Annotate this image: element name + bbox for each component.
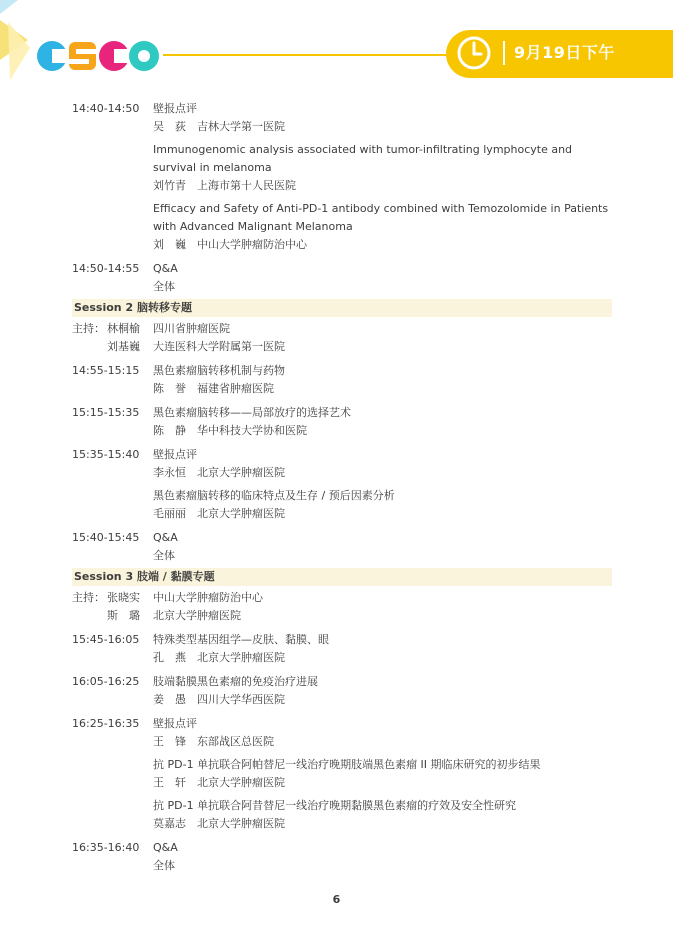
time-slot: 14:55-15:15 xyxy=(72,364,140,377)
schedule-row xyxy=(72,673,612,709)
session-header: Session 2 脑转移专题 xyxy=(72,299,612,317)
talk-title: 抗 PD-1 单抗联合阿帕替尼一线治疗晚期肢端黑色素瘤 II 期临床研究的初步结果 xyxy=(153,758,541,771)
clock-icon xyxy=(454,33,494,73)
talk-title: 黑色素瘤脑转移机制与药物 xyxy=(153,364,285,377)
chair-affiliation: 北京大学肿瘤医院 xyxy=(153,609,241,622)
speaker: 李永恒 北京大学肿瘤医院 xyxy=(153,466,285,479)
talk-title: 黑色素瘤脑转移——局部放疗的选择艺术 xyxy=(153,406,351,419)
time-slot: 15:45-16:05 xyxy=(72,633,140,646)
chair-name: 林桐榆 xyxy=(107,322,140,335)
time-slot: 14:40-14:50 xyxy=(72,102,140,115)
talk-title: 抗 PD-1 单抗联合阿昔替尼一线治疗晚期黏膜黑色素瘤的疗效及安全性研究 xyxy=(153,799,517,812)
time-slot: 15:40-15:45 xyxy=(72,531,140,544)
chair-label: 主持： xyxy=(72,322,105,335)
badge-divider xyxy=(503,41,505,65)
speaker: 全体 xyxy=(153,280,175,293)
chair-affiliation: 大连医科大学附属第一医院 xyxy=(153,340,285,353)
chair-row xyxy=(72,607,612,625)
talk-title: Immunogenomic analysis associated with tumor-infiltrating lymphocyte and survival in melanoma xyxy=(153,143,573,174)
chair-label: 主持： xyxy=(72,591,105,604)
time-slot: 15:35-15:40 xyxy=(72,448,140,461)
time-slot: 16:25-16:35 xyxy=(72,717,140,730)
speaker: 王 轩 北京大学肿瘤医院 xyxy=(153,776,285,789)
speaker: 陈 静 华中科技大学协和医院 xyxy=(153,424,307,437)
schedule-row xyxy=(72,404,612,440)
schedule-row xyxy=(72,362,612,398)
speaker: 姜 愚 四川大学华西医院 xyxy=(153,693,285,706)
talk-title: 壁报点评 xyxy=(153,102,197,115)
date-label: 9月19日下午 xyxy=(514,43,615,62)
talk-title: Q&A xyxy=(153,841,178,854)
chair-row xyxy=(72,320,612,338)
header-rule xyxy=(163,54,453,56)
speaker: 陈 誉 福建省肿瘤医院 xyxy=(153,382,274,395)
speaker: 王 锋 东部战区总医院 xyxy=(153,735,274,748)
chair-name: 刘基巍 xyxy=(107,340,140,353)
talk-title: 黑色素瘤脑转移的临床特点及生存 / 预后因素分析 xyxy=(153,489,395,502)
talk-title: 壁报点评 xyxy=(153,448,197,461)
talk-title: Efficacy and Safety of Anti-PD-1 antibody combined with Temozolomide in Patients with Advanced Malignant Melanoma xyxy=(153,202,609,233)
schedule-row xyxy=(72,631,612,667)
speaker: 毛丽丽 北京大学肿瘤医院 xyxy=(153,507,285,520)
chair-affiliation: 中山大学肿瘤防治中心 xyxy=(153,591,263,604)
csco-logo xyxy=(36,38,161,74)
chair-affiliation: 四川省肿瘤医院 xyxy=(153,322,230,335)
chair-row xyxy=(72,338,612,356)
time-slot: 16:35-16:40 xyxy=(72,841,140,854)
talk-title: Q&A xyxy=(153,531,178,544)
corner-decoration xyxy=(0,0,40,100)
speaker: 莫嘉志 北京大学肿瘤医院 xyxy=(153,817,285,830)
talk-title: 特殊类型基因组学—皮肤、黏膜、眼 xyxy=(153,633,329,646)
page-header xyxy=(0,0,673,100)
speaker: 吴 荻 吉林大学第一医院 xyxy=(153,120,285,133)
time-slot: 15:15-15:35 xyxy=(72,406,140,419)
session-header: Session 3 肢端 / 黏膜专题 xyxy=(72,568,612,586)
time-slot: 16:05-16:25 xyxy=(72,675,140,688)
talk-title: 肢端黏膜黑色素瘤的免疫治疗进展 xyxy=(153,675,318,688)
schedule-row xyxy=(72,100,612,254)
time-slot: 14:50-14:55 xyxy=(72,262,140,275)
schedule xyxy=(72,100,612,875)
speaker: 刘 巍 中山大学肿瘤防治中心 xyxy=(153,238,307,251)
schedule-row xyxy=(72,446,612,523)
schedule-row xyxy=(72,529,612,565)
speaker: 全体 xyxy=(153,859,175,872)
page-number: 6 xyxy=(332,893,341,906)
speaker: 刘竹青 上海市第十人民医院 xyxy=(153,179,296,192)
talk-title: Q&A xyxy=(153,262,178,275)
schedule-row xyxy=(72,839,612,875)
chair-name: 张晓实 xyxy=(107,591,140,604)
schedule-row xyxy=(72,715,612,833)
chair-row xyxy=(72,589,612,607)
schedule-row xyxy=(72,260,612,296)
talk-title: 壁报点评 xyxy=(153,717,197,730)
speaker: 孔 燕 北京大学肿瘤医院 xyxy=(153,651,285,664)
chair-name: 斯 璐 xyxy=(107,609,140,622)
speaker: 全体 xyxy=(153,549,175,562)
